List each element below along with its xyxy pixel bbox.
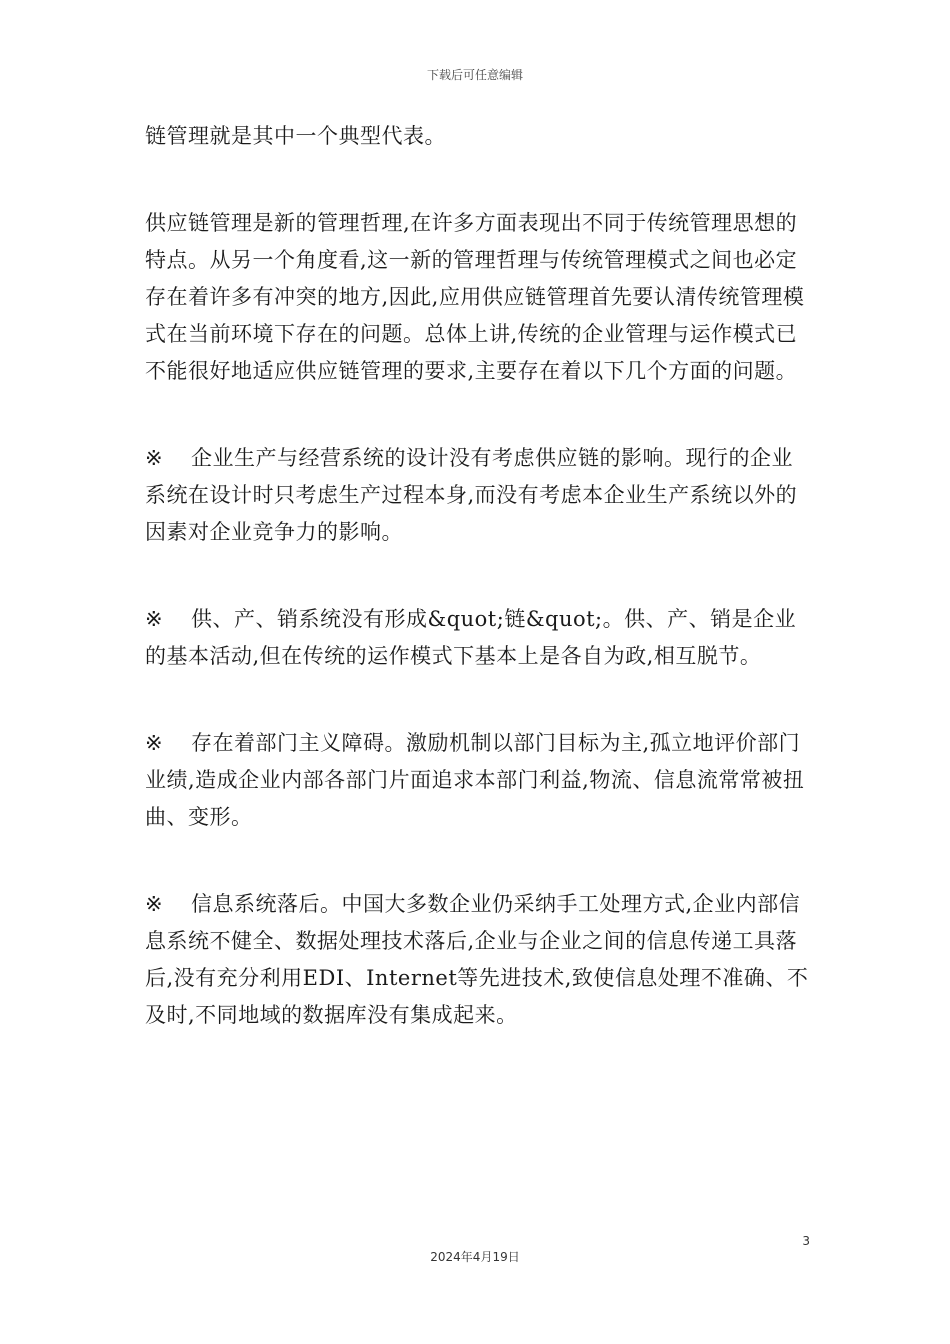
document-body [145, 118, 810, 1084]
bullet-text: 存在着部门主义障碍。激励机制以部门目标为主,孤立地评价部门业绩,造成企业内部各部门片面追求本部门利益,物流、信息流常常被扭曲、变形。 [145, 731, 805, 829]
paragraph-intro: 链管理就是其中一个典型代表。 [145, 124, 446, 148]
bullet-item [145, 601, 810, 675]
bullet-text: 供、产、销系统没有形成&quot;链&quot;。供、产、销是企业的基本活动,但在传统的运作模式下基本上是各自为政,相互脱节。 [145, 607, 797, 668]
bullet-text: 企业生产与经营系统的设计没有考虑供应链的影响。现行的企业系统在设计时只考虑生产过程本身,而没有考虑本企业生产系统以外的因素对企业竞争力的影响。 [145, 446, 798, 544]
reference-mark-icon: ※ [145, 607, 164, 631]
page-header: 下载后可任意编辑 [426, 68, 523, 82]
reference-mark-icon: ※ [145, 446, 164, 470]
reference-mark-icon: ※ [145, 731, 164, 755]
bullet-item [145, 725, 810, 836]
page-number: 3 [802, 1234, 810, 1248]
page-footer-date: 2024年4月19日 [430, 1250, 520, 1264]
bullet-item [145, 886, 810, 1034]
paragraph-main: 供应链管理是新的管理哲理,在许多方面表现出不同于传统管理思想的特点。从另一个角度看,这一新的管理哲理与传统管理模式之间也必定存在着许多有冲突的地方,因此,应用供应链管理首先要认清传统管理模式在当前环境下存在的问题。总体上讲,传统的企业管理与运作模式已不能很好地适应供应链管理的要求,主要存在着以下几个方面的问题。 [145, 211, 805, 383]
bullet-item [145, 440, 810, 551]
bullet-text: 信息系统落后。中国大多数企业仍采纳手工处理方式,企业内部信息系统不健全、数据处理技术落后,企业与企业之间的信息传递工具落后,没有充分利用EDI、Internet等先进技术,致使信息处理不准确、不及时,不同地域的数据库没有集成起来。 [145, 892, 809, 1027]
reference-mark-icon: ※ [145, 892, 164, 916]
